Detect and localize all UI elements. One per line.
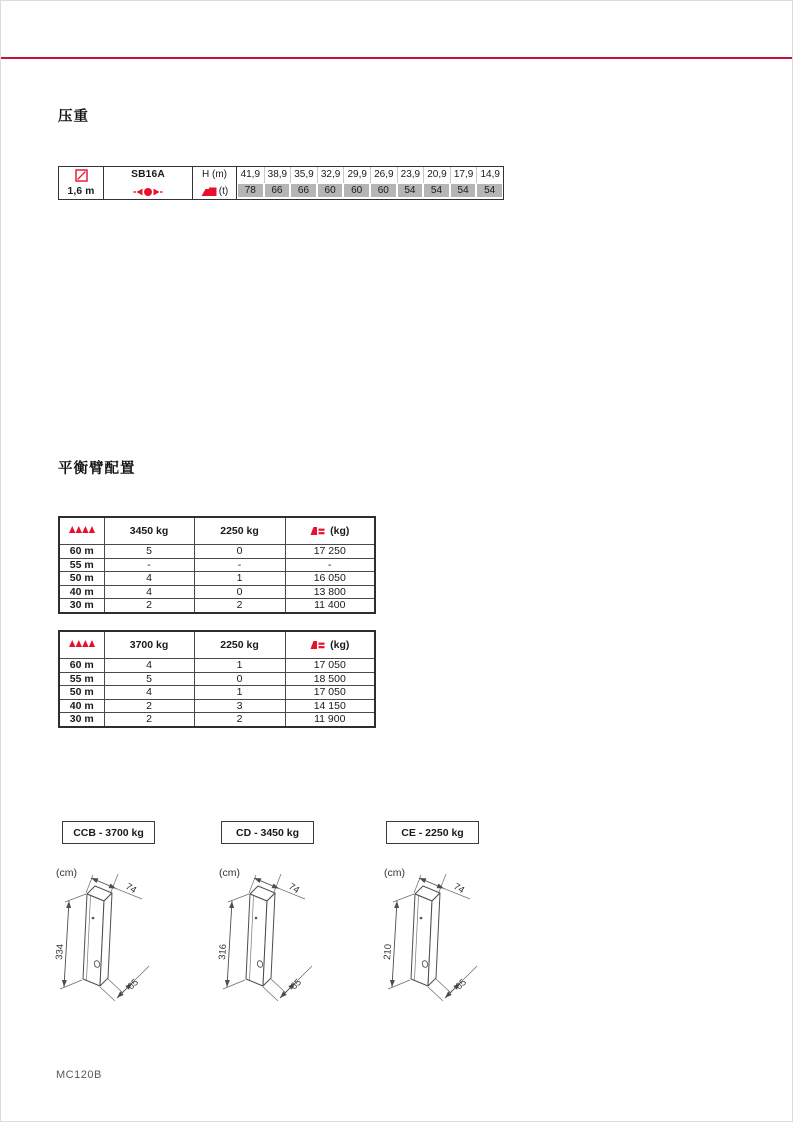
- mast-type-column: [104, 167, 193, 199]
- mast-width-label: 1,6 m: [67, 186, 95, 197]
- block-label-ccb: CCB - 3700 kg: [62, 821, 155, 844]
- jib-length: 40 m: [59, 699, 104, 713]
- ballast-unit-label: (t): [218, 186, 229, 197]
- block-b-count: 0: [194, 672, 285, 686]
- total-ballast-kg: 11 900: [285, 713, 375, 727]
- ballast-tons-value: 54: [451, 184, 476, 197]
- ballast-tons-value: 54: [477, 184, 502, 197]
- section-title-ballast: 压重: [58, 109, 89, 125]
- central-ballast-table: [58, 166, 504, 200]
- block-label-cd: CD - 3450 kg: [221, 821, 314, 844]
- depth-dimension: 65: [288, 976, 304, 993]
- unit-label: (cm): [384, 867, 405, 879]
- block-a-count: 4: [104, 572, 194, 586]
- height-value: 20,9: [423, 167, 450, 183]
- height-value: 23,9: [397, 167, 424, 183]
- block-a-count: -: [104, 558, 194, 572]
- model-footer: MC120B: [56, 1069, 102, 1081]
- block-a-header: 3700 kg: [104, 631, 194, 659]
- block-b-header: 2250 kg: [194, 631, 285, 659]
- ballast-block-drawing-ce: [381, 861, 531, 1009]
- block-b-count: 0: [194, 585, 285, 599]
- block-b-count: 2: [194, 599, 285, 613]
- total-ballast-kg: -: [285, 558, 375, 572]
- block-a-count: 2: [104, 713, 194, 727]
- section-title-counterjib: 平衡臂配置: [58, 461, 136, 477]
- block-a-count: 4: [104, 585, 194, 599]
- total-ballast-kg: 16 050: [285, 572, 375, 586]
- block-b-count: 0: [194, 545, 285, 559]
- height-value: 26,9: [370, 167, 397, 183]
- jib-length: 60 m: [59, 545, 104, 559]
- height-dimension: 210: [382, 943, 395, 961]
- width-dimension: 74: [286, 881, 302, 897]
- jib-length: 30 m: [59, 599, 104, 613]
- total-unit-label: (kg): [330, 639, 350, 651]
- jib-length: 50 m: [59, 572, 104, 586]
- block-a-count: 2: [104, 699, 194, 713]
- block-a-count: 4: [104, 686, 194, 700]
- counterjib-table-3450: [58, 516, 376, 614]
- depth-dimension: 65: [453, 976, 469, 993]
- block-b-count: 1: [194, 572, 285, 586]
- mast-cross-section-icon: [75, 169, 88, 182]
- depth-dimension: 65: [125, 976, 141, 993]
- counterjib-lattice-icon: [69, 525, 95, 534]
- ballast-values-grid: [237, 167, 503, 199]
- width-dimension: 74: [451, 881, 467, 897]
- block-b-count: 2: [194, 713, 285, 727]
- counterjib-table-3700: [58, 630, 376, 728]
- counterjib-lattice-icon: [69, 639, 95, 648]
- ballast-weight-icon: [201, 186, 218, 197]
- jib-icon-cell: [59, 517, 104, 545]
- unit-label: (cm): [56, 867, 77, 879]
- ballast-tons-value: 54: [424, 184, 449, 197]
- jib-length: 55 m: [59, 672, 104, 686]
- height-header-label: H (m): [202, 169, 227, 180]
- block-a-count: 4: [104, 659, 194, 673]
- total-ballast-kg: 13 800: [285, 585, 375, 599]
- ballast-tons-value: 66: [265, 184, 290, 197]
- jib-length: 60 m: [59, 659, 104, 673]
- ballast-block-drawing-cd: [216, 861, 366, 1009]
- ballast-weight-icon: [310, 525, 330, 536]
- height-ballast-column: [193, 167, 237, 199]
- height-value: 17,9: [450, 167, 477, 183]
- total-ballast-kg: 17 250: [285, 545, 375, 559]
- height-value: 32,9: [317, 167, 344, 183]
- mast-type-label: SB16A: [131, 169, 165, 180]
- block-a-count: 5: [104, 672, 194, 686]
- jib-length: 30 m: [59, 713, 104, 727]
- ballast-tons-value: 60: [371, 184, 396, 197]
- slewing-unit-icon: [133, 187, 163, 197]
- total-ballast-kg: 17 050: [285, 686, 375, 700]
- block-b-count: 1: [194, 686, 285, 700]
- unit-label: (cm): [219, 867, 240, 879]
- height-value: 35,9: [290, 167, 317, 183]
- ballast-tons-value: 60: [344, 184, 369, 197]
- ballast-tons-value: 60: [318, 184, 343, 197]
- width-dimension: 74: [123, 881, 139, 897]
- ballast-tons-value: 78: [238, 184, 263, 197]
- height-value: 38,9: [264, 167, 291, 183]
- block-b-count: 3: [194, 699, 285, 713]
- jib-icon-cell: [59, 631, 104, 659]
- total-ballast-kg: 14 150: [285, 699, 375, 713]
- height-dimension: 334: [54, 943, 67, 961]
- ballast-weight-icon: [310, 639, 330, 650]
- total-ballast-kg: 17 050: [285, 659, 375, 673]
- height-value: 41,9: [240, 169, 261, 180]
- block-label-ce: CE - 2250 kg: [386, 821, 479, 844]
- block-a-header: 3450 kg: [104, 517, 194, 545]
- block-b-count: 1: [194, 659, 285, 673]
- header-rule: [1, 57, 793, 59]
- total-ballast-kg: 18 500: [285, 672, 375, 686]
- ballast-tons-value: 66: [291, 184, 316, 197]
- block-b-count: -: [194, 558, 285, 572]
- ballast-block-drawing-ccb: [53, 861, 203, 1009]
- block-b-header: 2250 kg: [194, 517, 285, 545]
- total-ballast-header: [285, 631, 375, 659]
- height-value: 14,9: [476, 167, 503, 183]
- jib-length: 55 m: [59, 558, 104, 572]
- total-ballast-header: [285, 517, 375, 545]
- mast-column: [59, 167, 104, 199]
- height-dimension: 316: [217, 943, 230, 961]
- jib-length: 40 m: [59, 585, 104, 599]
- ballast-tons-value: 54: [398, 184, 423, 197]
- height-value: 29,9: [343, 167, 370, 183]
- block-a-count: 5: [104, 545, 194, 559]
- block-a-count: 2: [104, 599, 194, 613]
- total-unit-label: (kg): [330, 525, 350, 537]
- jib-length: 50 m: [59, 686, 104, 700]
- total-ballast-kg: 11 400: [285, 599, 375, 613]
